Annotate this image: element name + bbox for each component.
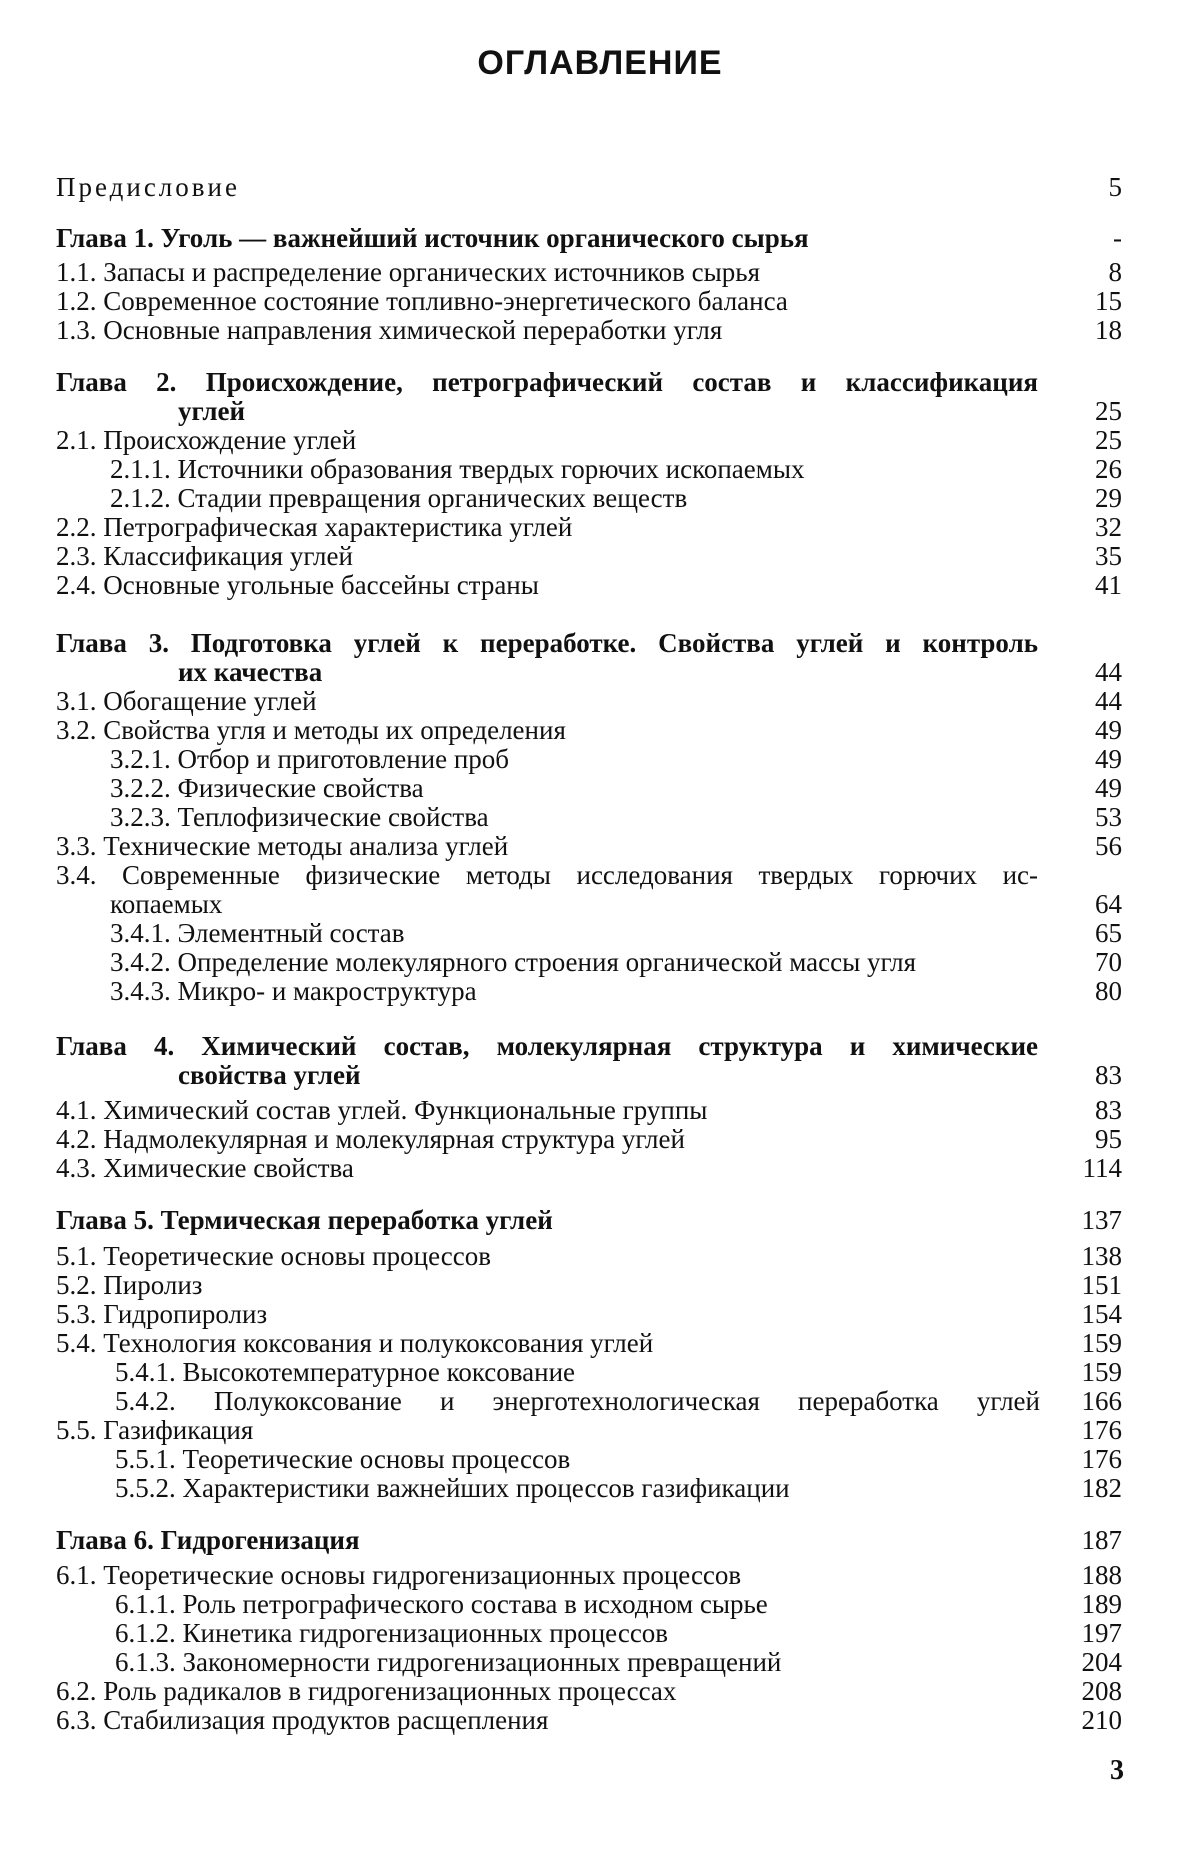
toc-entry: [0, 1414, 1200, 1446]
toc-entry-page: 83: [1095, 1095, 1122, 1125]
toc-entry: [0, 1675, 1200, 1707]
toc-entry: [0, 1094, 1200, 1126]
toc-entry: [0, 1123, 1200, 1155]
toc-entry-text: 6.3. Стабилизация продуктов расщепления: [56, 1705, 549, 1735]
toc-entry-text: 3.4. Современные физические методы исследования твердых горючих ис-: [56, 860, 1038, 890]
toc-entry-text: Глава 1. Уголь — важнейший источник органического сырья: [56, 223, 809, 253]
toc-entry-page: 159: [1081, 1328, 1122, 1358]
toc-entry-text: 1.1. Запасы и распределение органических источников сырья: [56, 257, 761, 287]
toc-entry-text: 2.1. Происхождение углей: [56, 425, 357, 455]
toc-entry-page: 26: [1095, 454, 1122, 484]
toc-entry: [0, 540, 1200, 572]
toc-entry-page: 8: [1108, 257, 1122, 287]
toc-entry-page: 64: [1095, 889, 1122, 919]
toc-entry-text: Глава 4. Химический состав, молекулярная структура и химические: [56, 1031, 1038, 1061]
toc-entry: [0, 482, 1200, 514]
toc-entry: [0, 859, 1200, 891]
toc-entry-text: 2.3. Классификация углей: [56, 541, 353, 571]
toc-entry-preface: [0, 171, 1200, 203]
toc-entry: [0, 424, 1200, 456]
toc-entry-page: 5: [1108, 172, 1122, 202]
toc-entry: [0, 256, 1200, 288]
toc-entry: [0, 1588, 1200, 1620]
toc-entry-text: 6.1.1. Роль петрографического состава в исходном сырье: [115, 1589, 768, 1619]
toc-entry: [0, 1617, 1200, 1649]
toc-entry-page: 18: [1095, 315, 1122, 345]
toc-entry-page: 25: [1095, 396, 1122, 426]
toc-entry-page: 49: [1095, 744, 1122, 774]
toc-entry-page: 56: [1095, 831, 1122, 861]
toc-entry: [0, 1269, 1200, 1301]
toc-entry-page: 182: [1081, 1473, 1122, 1503]
toc-entry: [0, 801, 1200, 833]
toc-entry-text: 4.3. Химические свойства: [56, 1153, 354, 1183]
toc-entry-text: 6.1. Теоретические основы гидрогенизационных процессов: [56, 1560, 742, 1590]
toc-entry-text: 2.1.2. Стадии превращения органических веществ: [110, 483, 688, 513]
toc-entry: [0, 772, 1200, 804]
toc-entry-page: 49: [1095, 715, 1122, 745]
toc-entry-text: 1.2. Современное состояние топливно-энергетического баланса: [56, 286, 788, 316]
page-title: ОГЛАВЛЕНИЕ: [477, 44, 723, 82]
toc-entry-text: 2.1.1. Источники образования твердых горючих ископаемых: [110, 454, 805, 484]
toc-entry-text: 2.2. Петрографическая характеристика углей: [56, 512, 573, 542]
toc-chapter-6: [0, 1524, 1200, 1556]
toc-entry: [0, 917, 1200, 949]
toc-entry-page: 70: [1095, 947, 1122, 977]
toc-entry: [0, 1298, 1200, 1330]
toc-entry-text: 5.3. Гидропиролиз: [56, 1299, 268, 1329]
toc-entry-text: их качества: [178, 657, 323, 687]
toc-entry-text: 2.4. Основные угольные бассейны страны: [56, 570, 539, 600]
toc-entry-page: 197: [1081, 1618, 1122, 1648]
toc-entry-page: 159: [1081, 1357, 1122, 1387]
toc-entry-page: 25: [1095, 425, 1122, 455]
toc-entry-text: 6.1.3. Закономерности гидрогенизационных превращений: [115, 1647, 782, 1677]
toc-entry: [0, 975, 1200, 1007]
toc-entry-text: 3.1. Обогащение углей: [56, 686, 317, 716]
toc-entry-page: 166: [1081, 1386, 1122, 1416]
toc-entry-page: 176: [1081, 1415, 1122, 1445]
toc-entry-text: Глава 5. Термическая переработка углей: [56, 1205, 553, 1235]
toc-entry-text: 3.4.2. Определение молекулярного строения органической массы угля: [110, 947, 917, 977]
toc-entry: [0, 453, 1200, 485]
toc-entry: [0, 1356, 1200, 1388]
toc-entry-text: углей: [178, 396, 246, 426]
toc-entry: [0, 1327, 1200, 1359]
toc-entry: [0, 314, 1200, 346]
toc-entry-text: 5.4. Технология коксования и полукоксования углей: [56, 1328, 654, 1358]
toc-chapter-2-cont: [0, 395, 1200, 427]
toc-entry-page: 138: [1081, 1241, 1122, 1271]
toc-entry: [0, 1559, 1200, 1591]
toc-entry-text: 3.2.3. Теплофизические свойства: [110, 802, 489, 832]
toc-entry-page: 137: [1081, 1205, 1122, 1235]
toc-entry: [0, 1240, 1200, 1272]
toc-entry-text: 6.2. Роль радикалов в гидрогенизационных процессах: [56, 1676, 677, 1706]
toc-entry-text: 5.4.1. Высокотемпературное коксование: [115, 1357, 576, 1387]
toc-entry: [0, 685, 1200, 717]
toc-entry-text: копаемых: [110, 889, 223, 919]
toc-entry-text: Глава 6. Гидрогенизация: [56, 1525, 360, 1555]
toc-entry-page: 29: [1095, 483, 1122, 513]
toc-entry-page: 114: [1082, 1153, 1122, 1183]
toc-chapter-4-cont: [0, 1059, 1200, 1091]
toc-entry-page: 80: [1095, 976, 1122, 1006]
toc-entry-page: 53: [1095, 802, 1122, 832]
toc-entry: [0, 830, 1200, 862]
toc-entry: [0, 743, 1200, 775]
toc-entry-text: 5.1. Теоретические основы процессов: [56, 1241, 491, 1271]
toc-entry-text: 3.2.1. Отбор и приготовление проб: [110, 744, 510, 774]
toc-entry-page: 210: [1081, 1705, 1122, 1735]
toc-entry-text: 5.4.2. Полукоксование и энерготехнологическая переработка углей: [115, 1386, 1040, 1416]
toc-entry: [0, 1152, 1200, 1184]
toc-entry-text: Предисловие: [56, 172, 240, 202]
toc-entry-text: 4.2. Надмолекулярная и молекулярная структура углей: [56, 1124, 685, 1154]
toc-entry: [0, 1443, 1200, 1475]
toc-entry: [0, 569, 1200, 601]
toc-entry-text: 5.5.1. Теоретические основы процессов: [115, 1444, 571, 1474]
toc-entry-page: 44: [1095, 657, 1122, 687]
toc-entry-text: 3.2.2. Физические свойства: [110, 773, 424, 803]
toc-chapter-1: [0, 222, 1200, 254]
toc-entry-page: 44: [1095, 686, 1122, 716]
toc-entry-text: 3.3. Технические методы анализа углей: [56, 831, 509, 861]
toc-entry-text: 5.5.2. Характеристики важнейших процессов газификации: [115, 1473, 790, 1503]
toc-entry: [0, 1385, 1200, 1417]
toc-entry-page: 95: [1095, 1124, 1122, 1154]
toc-entry: [0, 946, 1200, 978]
toc-chapter-3: [0, 627, 1200, 659]
toc-entry-page: 83: [1095, 1060, 1122, 1090]
toc-entry-text: 1.3. Основные направления химической переработки угля: [56, 315, 723, 345]
toc-entry-cont: [0, 888, 1200, 920]
toc-entry: [0, 1646, 1200, 1678]
toc-entry-page: 41: [1095, 570, 1122, 600]
toc-entry-text: 4.1. Химический состав углей. Функциональные группы: [56, 1095, 708, 1125]
toc-entry-page: 204: [1081, 1647, 1122, 1677]
toc-entry-text: 5.5. Газификация: [56, 1415, 254, 1445]
toc-entry-text: 3.4.3. Микро- и макроструктура: [110, 976, 477, 1006]
toc-entry-text: 5.2. Пиролиз: [56, 1270, 203, 1300]
toc-entry-text: 3.2. Свойства угля и методы их определения: [56, 715, 566, 745]
toc-entry-text: Глава 3. Подготовка углей к переработке. Свойства углей и контроль: [56, 628, 1038, 658]
toc-entry-page: 65: [1095, 918, 1122, 948]
toc-entry-page: 15: [1095, 286, 1122, 316]
toc-entry: [0, 285, 1200, 317]
toc-entry: [0, 511, 1200, 543]
toc-entry-page: -: [1113, 223, 1122, 253]
toc-entry-text: 3.4.1. Элементный состав: [110, 918, 405, 948]
toc-entry-text: свойства углей: [178, 1060, 361, 1090]
toc-entry-page: 32: [1095, 512, 1122, 542]
toc-entry: [0, 714, 1200, 746]
toc-entry-page: 187: [1081, 1525, 1122, 1555]
toc-entry-page: 154: [1081, 1299, 1122, 1329]
toc-entry-page: 188: [1081, 1560, 1122, 1590]
toc-chapter-2: [0, 366, 1200, 398]
toc-entry-page: 151: [1081, 1270, 1122, 1300]
toc-entry-text: Глава 2. Происхождение, петрографический состав и классификация: [56, 367, 1038, 397]
toc-chapter-5: [0, 1204, 1200, 1236]
toc-entry-page: 49: [1095, 773, 1122, 803]
toc-chapter-3-cont: [0, 656, 1200, 688]
toc-entry-text: 6.1.2. Кинетика гидрогенизационных процессов: [115, 1618, 669, 1648]
toc-chapter-4: [0, 1030, 1200, 1062]
page-number: 3: [1110, 1755, 1124, 1786]
toc-entry-page: 208: [1081, 1676, 1122, 1706]
toc-entry-page: 189: [1081, 1589, 1122, 1619]
toc-entry-page: 35: [1095, 541, 1122, 571]
toc-entry-page: 176: [1081, 1444, 1122, 1474]
toc-entry: [0, 1704, 1200, 1736]
toc-entry: [0, 1472, 1200, 1504]
